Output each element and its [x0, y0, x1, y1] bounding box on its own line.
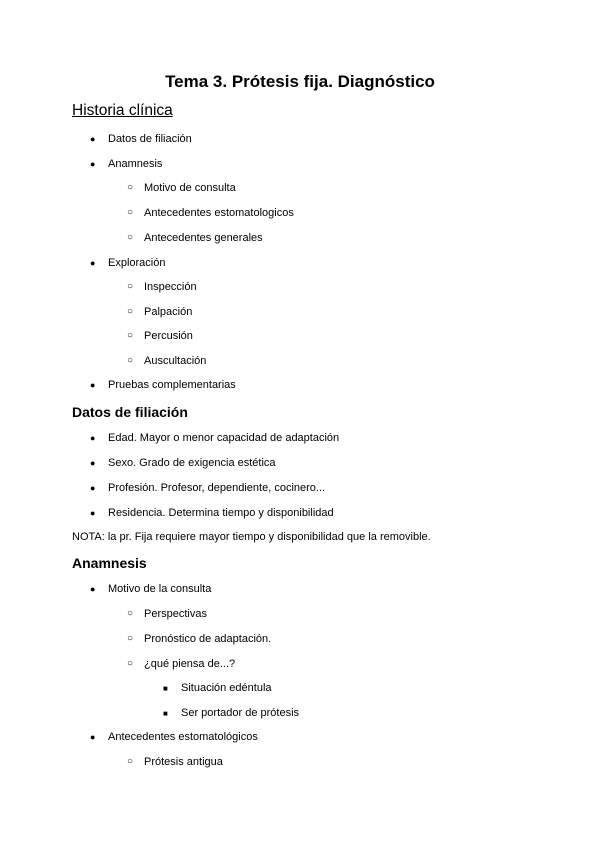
list-item: Ser portador de prótesis — [181, 707, 300, 719]
list-item: ¿qué piensa de...? — [144, 658, 236, 670]
bullet-disc: ● — [90, 134, 96, 144]
bullet-circle: ○ — [127, 658, 134, 669]
list-item: Pruebas complementarias — [108, 379, 236, 391]
list-item: Prótesis antigua — [144, 756, 223, 768]
list-item: Antecedentes estomatológicos — [108, 731, 258, 743]
list-item: Residencia. Determina tiempo y disponibilidad — [108, 507, 334, 519]
list-item: Motivo de consulta — [144, 182, 236, 194]
list-item: Perspectivas — [144, 608, 207, 620]
bullet-disc: ● — [90, 508, 96, 518]
section-heading-historia: Historia clínica — [72, 102, 173, 119]
page-title: Tema 3. Prótesis fija. Diagnóstico — [165, 72, 435, 91]
list-item: Sexo. Grado de exigencia estética — [108, 457, 276, 469]
list-item: Motivo de la consulta — [108, 583, 212, 595]
bullet-square: ■ — [163, 709, 168, 718]
bullet-circle: ○ — [127, 207, 134, 218]
list-item: Pronóstico de adaptación. — [144, 633, 272, 645]
note-text: NOTA: la pr. Fija requiere mayor tiempo y disponibilidad que la removible. — [72, 531, 431, 543]
list-item: Profesión. Profesor, dependiente, cocinero... — [108, 482, 326, 494]
list-item: Antecedentes generales — [144, 232, 263, 244]
list-item: Datos de filiación — [108, 133, 192, 145]
list-item: Anamnesis — [108, 158, 163, 170]
bullet-circle: ○ — [127, 330, 134, 341]
bullet-circle: ○ — [127, 306, 134, 317]
list-item: Edad. Mayor o menor capacidad de adaptación — [108, 432, 340, 444]
list-item: Auscultación — [144, 355, 207, 367]
bullet-square: ■ — [163, 684, 168, 693]
bullet-disc: ● — [90, 433, 96, 443]
bullet-disc: ● — [90, 380, 96, 390]
bullet-disc: ● — [90, 483, 96, 493]
bullet-disc: ● — [90, 732, 96, 742]
bullet-disc: ● — [90, 458, 96, 468]
list-item: Palpación — [144, 306, 193, 318]
list-item: Inspección — [144, 281, 197, 293]
bullet-circle: ○ — [127, 355, 134, 366]
list-item: Antecedentes estomatologicos — [144, 207, 294, 219]
section-heading-anamnesis: Anamnesis — [72, 555, 147, 571]
bullet-disc: ● — [90, 159, 96, 169]
bullet-disc: ● — [90, 258, 96, 268]
bullet-disc: ● — [90, 584, 96, 594]
section-heading-filiacion: Datos de filiación — [72, 404, 188, 420]
list-item: Exploración — [108, 257, 166, 269]
bullet-circle: ○ — [127, 608, 134, 619]
list-item: Situación edéntula — [181, 682, 272, 694]
bullet-circle: ○ — [127, 281, 134, 292]
bullet-circle: ○ — [127, 633, 134, 644]
bullet-circle: ○ — [127, 756, 134, 767]
list-item: Percusión — [144, 330, 193, 342]
bullet-circle: ○ — [127, 232, 134, 243]
bullet-circle: ○ — [127, 182, 134, 193]
